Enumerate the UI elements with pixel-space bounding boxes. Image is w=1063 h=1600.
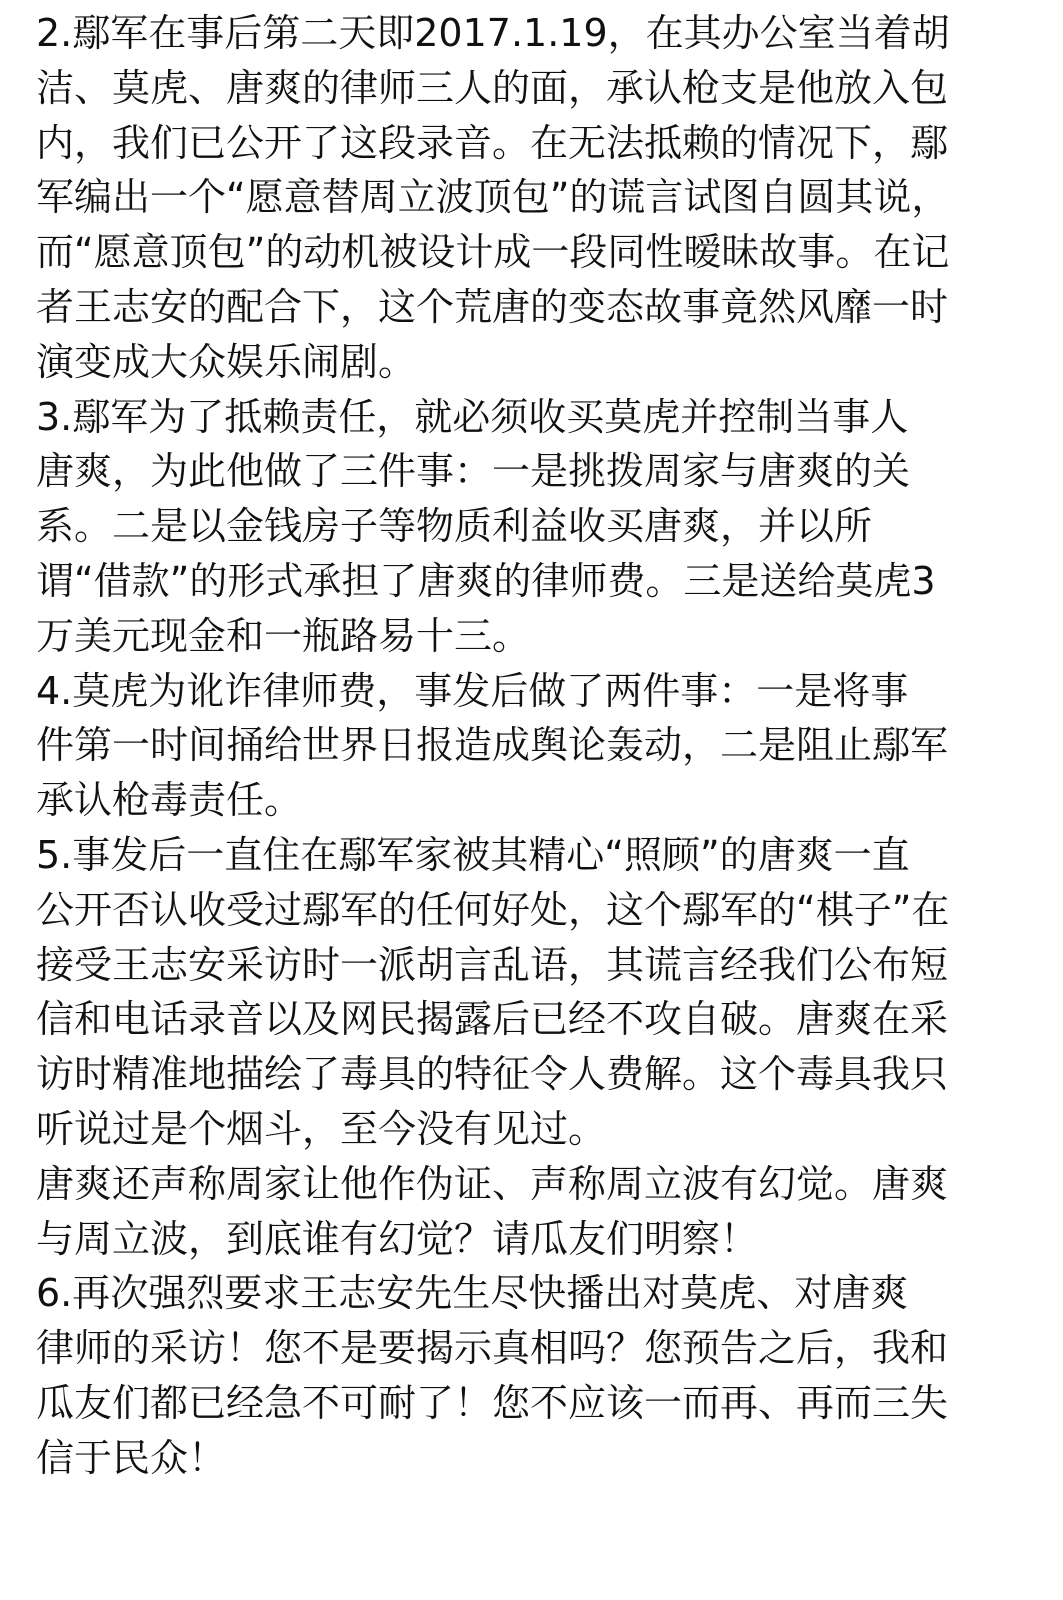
text-line: 唐爽，为此他做了三件事：一是挑拨周家与唐爽的关 — [36, 449, 911, 494]
text-line: 公开否认收受过鄢军的任何好处，这个鄢军的“棋子”在 — [36, 887, 950, 932]
text-line: 军编出一个“愿意替周立波顶包”的谎言试图自圆其说， — [36, 175, 950, 220]
text-line: 而“愿意顶包”的动机被设计成一段同性暧昧故事。在记 — [36, 230, 950, 275]
text-line: 内，我们已公开了这段录音。在无法抵赖的情况下，鄢 — [36, 120, 949, 165]
text-line: 系。二是以金钱房子等物质利益收买唐爽，并以所 — [36, 504, 873, 549]
text-line: 2.鄢军在事后第二天即2017.1.19，在其办公室当着胡 — [36, 11, 950, 55]
text-line: 与周立波，到底谁有幻觉？请瓜友们明察！ — [36, 1216, 759, 1261]
text-line: 者王志安的配合下，这个荒唐的变态故事竟然风靡一时 — [36, 284, 949, 329]
text-line: 6.再次强烈要求王志安先生尽快播出对莫虎、对唐爽 — [36, 1271, 909, 1316]
text-line: 信于民众！ — [36, 1435, 227, 1480]
text-line: 5.事发后一直住在鄢军家被其精心“照顾”的唐爽一直 — [36, 832, 910, 877]
text-line: 承认枪毒责任。 — [36, 778, 303, 823]
text-line: 3.鄢军为了抵赖责任，就必须收买莫虎并控制当事人 — [36, 394, 909, 439]
text-line: 演变成大众娱乐闹剧。 — [36, 339, 417, 384]
text-line: 信和电话录音以及网民揭露后已经不攻自破。唐爽在采 — [36, 997, 949, 1042]
text-line: 件第一时间捅给世界日报造成舆论轰动，二是阻止鄢军 — [36, 723, 949, 768]
text-line: 万美元现金和一瓶路易十三。 — [36, 613, 531, 658]
text-line: 接受王志安采访时一派胡言乱语，其谎言经我们公布短 — [36, 942, 949, 987]
document-body — [36, 0, 1026, 1486]
text-line: 洁、莫虎、唐爽的律师三人的面，承认枪支是他放入包 — [36, 65, 949, 110]
text-line: 瓜友们都已经急不可耐了！您不应该一而再、再而三失 — [36, 1380, 949, 1425]
text-line: 4.莫虎为讹诈律师费，事发后做了两件事：一是将事 — [36, 668, 909, 713]
text-line: 谓“借款”的形式承担了唐爽的律师费。三是送给莫虎3 — [36, 558, 936, 603]
text-line: 访时精准地描绘了毒具的特征令人费解。这个毒具我只 — [36, 1052, 949, 1097]
text-line: 律师的采访！您不是要揭示真相吗？您预告之后，我和 — [36, 1326, 949, 1371]
text-line: 听说过是个烟斗，至今没有见过。 — [36, 1106, 607, 1151]
text-line: 唐爽还声称周家让他作伪证、声称周立波有幻觉。唐爽 — [36, 1161, 949, 1206]
